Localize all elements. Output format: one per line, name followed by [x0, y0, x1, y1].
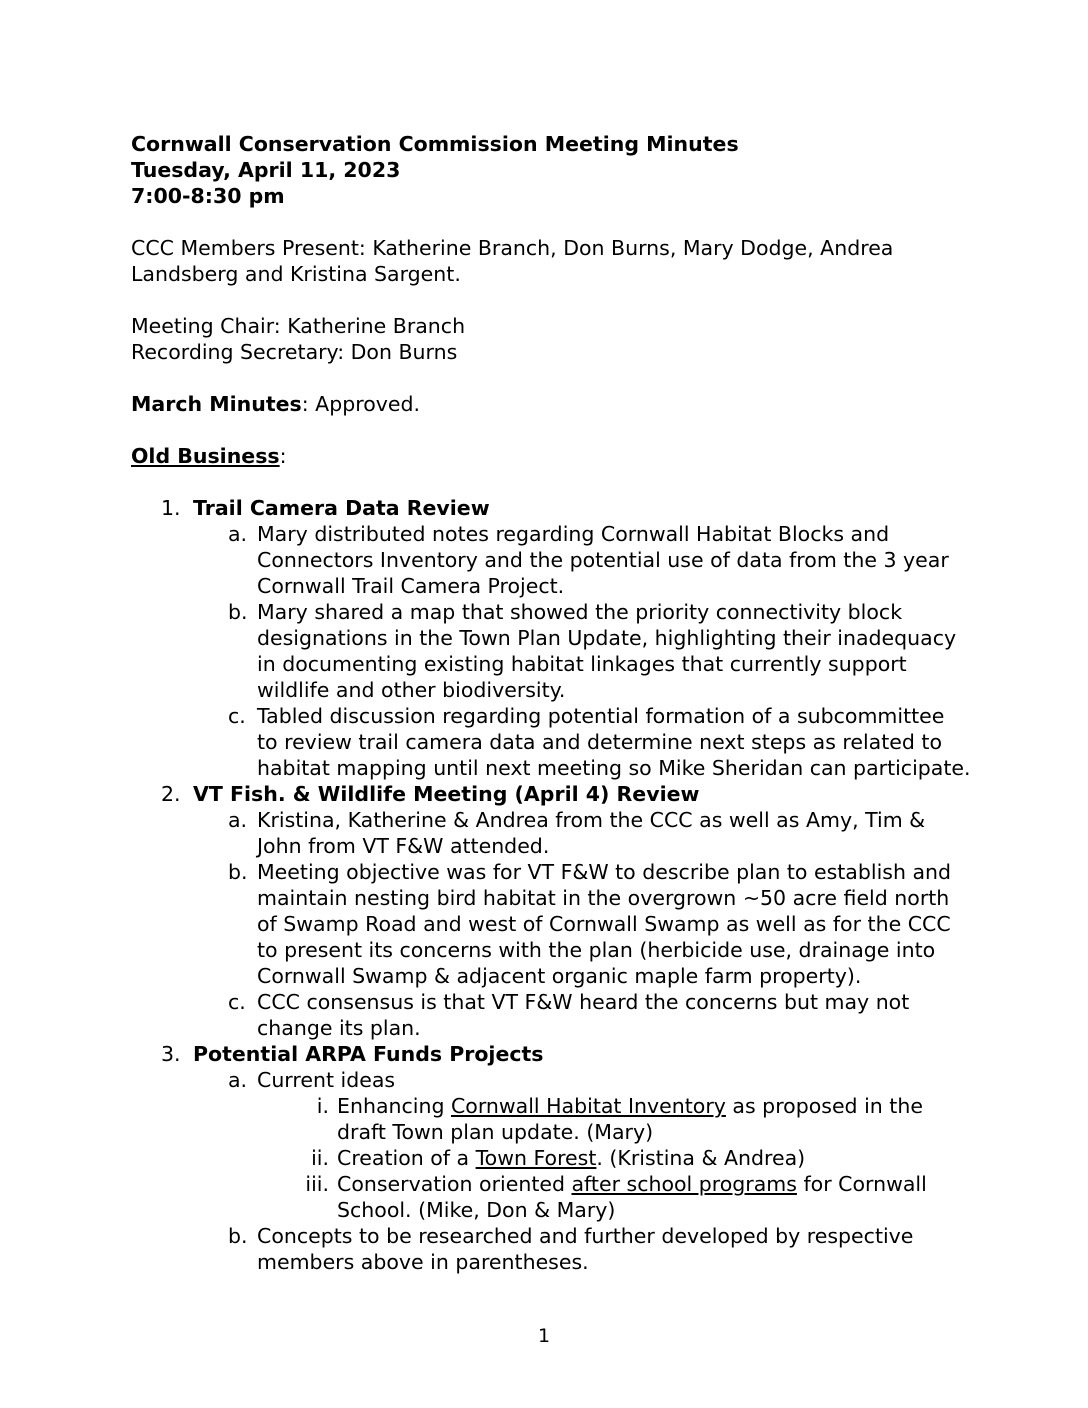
members-present: CCC Members Present: Katherine Branch, Don Burns, Mary Dodge, Andrea Landsberg and Kristina Sargent. — [131, 236, 894, 286]
agenda-item-number: 3. — [161, 1042, 181, 1066]
idea-underlined-term: after school programs — [571, 1172, 797, 1196]
agenda-item-title: Potential ARPA Funds Projects — [193, 1042, 544, 1066]
march-minutes-status: : Approved. — [301, 392, 421, 416]
meeting-chair: Meeting Chair: Katherine Branch — [131, 314, 466, 338]
subitem: c. CCC consensus is that VT F&W heard the concerns but may not change its plan. — [228, 990, 910, 1040]
subitem-text: CCC consensus is that VT F&W heard the concerns but may not change its plan. — [257, 990, 910, 1040]
old-business-label: Old Business — [131, 444, 280, 468]
agenda-list — [131, 495, 971, 1275]
agenda-item — [131, 781, 971, 1041]
agenda-item-title: VT Fish. & Wildlife Meeting (April 4) Review — [193, 782, 700, 806]
meeting-time: 7:00-8:30 pm — [131, 184, 285, 208]
subitem-text: Kristina, Katherine & Andrea from the CCC as well as Amy, Tim & John from VT F&W attended. — [257, 808, 926, 858]
old-business-heading: Old Business: — [131, 444, 287, 468]
subitem: b. Mary shared a map that showed the priority connectivity block designations in the Town Plan Update, highlighting their inadequacy in documenting existing habitat linkages that currently support wildlife and other biodiversity. — [228, 600, 957, 702]
subitem-list — [193, 521, 971, 781]
subitem-text: Mary shared a map that showed the priority connectivity block designations in the Town Plan Update, highlighting their inadequacy in documenting existing habitat linkages that currently support wildlife and other biodiversity. — [257, 600, 957, 702]
subitem: b. Meeting objective was for VT F&W to describe plan to establish and maintain nesting bird habitat in the overgrown ~50 acre field north of Swamp Road and west of Cornwall Swamp as well as for the CCC to present its concerns with the plan (herbicide use, drainage into Cornwall Swamp & adjacent organic maple farm property). — [228, 860, 952, 988]
page-number: 1 — [537, 1325, 551, 1347]
agenda-item-title: Trail Camera Data Review — [193, 496, 490, 520]
ideas-list — [257, 1093, 971, 1223]
subitem-text: Tabled discussion regarding potential formation of a subcommittee to review trail camera data and determine next steps as related to habitat mapping until next meeting so Mike Sheridan can participate. — [257, 704, 971, 780]
agenda-item-number: 1. — [161, 496, 181, 520]
agenda-item — [131, 1041, 971, 1275]
subitem-text: Concepts to be researched and further developed by respective members above in parentheses. — [257, 1224, 914, 1274]
subitem: a. Current ideas i. Enhancing Cornwall Habitat Inventory as proposed in the draft Town plan update. (Mary) ii. Creation of a Town Forest. (Kristina & Andrea) iii. Conservation oriented after school programs for Cornwall School. (Mike, Don & Mary) — [193, 1067, 971, 1223]
idea-item: iii. Conservation oriented after school programs for Cornwall School. (Mike, Don & Mary) — [305, 1172, 927, 1222]
subitem: a. Kristina, Katherine & Andrea from the CCC as well as Amy, Tim & John from VT F&W attended. — [228, 808, 926, 858]
subitem: a. Mary distributed notes regarding Cornwall Habitat Blocks and Connectors Inventory and the potential use of data from the 3 year Cornwall Trail Camera Project. — [228, 522, 949, 598]
subitem: b. Concepts to be researched and further developed by respective members above in parentheses. — [228, 1224, 914, 1274]
march-minutes-label: March Minutes — [131, 392, 302, 416]
idea-underlined-term: Cornwall Habitat Inventory — [450, 1094, 726, 1118]
subitem-list — [193, 1067, 971, 1275]
subitem: c. Tabled discussion regarding potential formation of a subcommittee to review trail camera data and determine next steps as related to habitat mapping until next meeting so Mike Sheridan can participate. — [228, 704, 971, 780]
meeting-date: Tuesday, April 11, 2023 — [131, 158, 401, 182]
minutes-content — [131, 131, 971, 1275]
document-title: Cornwall Conservation Commission Meeting Minutes — [131, 132, 739, 156]
march-minutes — [131, 391, 971, 417]
subitem-text: Mary distributed notes regarding Cornwall Habitat Blocks and Connectors Inventory and the potential use of data from the 3 year Cornwall Trail Camera Project. — [257, 522, 949, 598]
subitem-text: Meeting objective was for VT F&W to describe plan to establish and maintain nesting bird habitat in the overgrown ~50 acre field north of Swamp Road and west of Cornwall Swamp as well as for the CCC to present its concerns with the plan (herbicide use, drainage into Cornwall Swamp & adjacent organic maple farm property). — [257, 860, 952, 988]
agenda-item — [131, 495, 971, 781]
recording-secretary: Recording Secretary: Don Burns — [131, 340, 458, 364]
idea-item: i. Enhancing Cornwall Habitat Inventory as proposed in the draft Town plan update. (Mary) — [316, 1094, 923, 1144]
idea-underlined-term: Town Forest — [475, 1146, 597, 1170]
subitem-list — [193, 807, 971, 1041]
agenda-item-number: 2. — [161, 782, 181, 806]
subitem-text: Current ideas — [257, 1068, 396, 1092]
idea-item: ii. Creation of a Town Forest. (Kristina & Andrea) — [311, 1146, 806, 1170]
